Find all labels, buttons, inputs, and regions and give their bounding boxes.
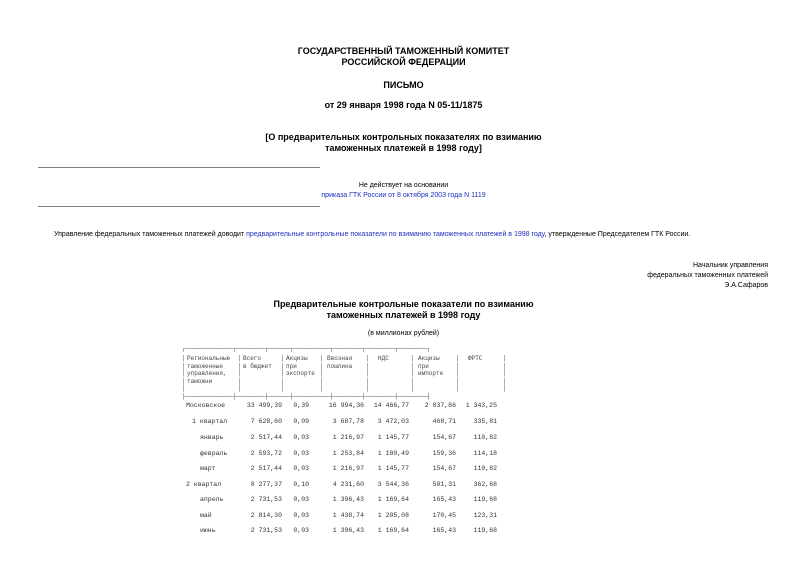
row-value: 2 731,53 [250, 496, 282, 503]
row-value: 2 517,44 [250, 465, 282, 472]
row-value: 165,43 [432, 527, 456, 534]
body-text-link[interactable]: предварительные контрольные показатели по взиманию таможенных платежей в 1998 году [246, 231, 545, 238]
row-value: 0,03 [293, 496, 309, 503]
row-value: 4 231,60 [332, 481, 364, 488]
row-value: 123,31 [473, 512, 497, 519]
column-header-frts: ФРТС [468, 355, 483, 362]
row-value: 0,03 [293, 434, 309, 441]
status-notice-line [0, 191, 807, 200]
row-value: 1 216,97 [332, 434, 364, 441]
body-paragraph [54, 230, 794, 239]
row-value: 501,31 [432, 481, 456, 488]
row-label: июнь [200, 527, 216, 534]
row-label: апрель [200, 496, 224, 503]
row-label: февраль [200, 450, 228, 457]
row-value: 170,45 [432, 512, 456, 519]
row-value: 335,81 [473, 418, 497, 425]
row-value: 0,03 [293, 465, 309, 472]
row-value: 14 466,77 [373, 402, 409, 409]
table-header-divider: │ │ │ │ │ [366, 355, 370, 392]
row-value: 2 517,44 [250, 434, 282, 441]
row-value: 1 169,64 [377, 496, 409, 503]
column-header-import-duty: Ввозная пошлина [327, 355, 353, 370]
row-value: 0,03 [293, 450, 309, 457]
table-row [182, 450, 512, 458]
doc-subject-line2: таможенных платежей в 1998 году] [325, 143, 482, 153]
table-row [182, 434, 512, 442]
column-header-export-excise: Акцизы при экспорте [286, 355, 315, 377]
doc-subject-line1: [О предварительных контрольных показателях по взиманию [265, 132, 542, 142]
row-value: 1 343,25 [465, 402, 497, 409]
column-header-total: Всего в бюджет [243, 355, 272, 370]
row-value: 1 145,77 [377, 465, 409, 472]
row-value: 119,68 [473, 527, 497, 534]
table-units: (в миллионах рублей) [367, 330, 440, 337]
row-value: 119,68 [473, 496, 497, 503]
table-row [182, 418, 512, 426]
table-header-divider: │ │ │ │ │ [320, 355, 324, 392]
table-header-divider: │ │ │ │ │ [281, 355, 285, 392]
row-label: 2 квартал [186, 481, 222, 488]
doc-date: от 29 января 1998 года N 05-11/1875 [324, 100, 483, 110]
row-value: 154,67 [432, 434, 456, 441]
row-value: 154,67 [432, 465, 456, 472]
table-row [182, 465, 512, 473]
signature-name: Э.А.Сафаров [724, 282, 768, 289]
org-name-line1: ГОСУДАРСТВЕННЫЙ ТАМОЖЕННЫЙ КОМИТЕТ [297, 46, 510, 56]
row-value: 1 253,84 [332, 450, 364, 457]
doc-type: ПИСЬМО [383, 80, 424, 90]
row-value: 468,71 [432, 418, 456, 425]
row-value: 2 731,53 [250, 527, 282, 534]
table-header-divider: │ │ │ │ │ [238, 355, 242, 392]
table-header-divider: │ │ │ │ │ [456, 355, 460, 392]
row-value: 3 472,03 [377, 418, 409, 425]
table-row [182, 402, 512, 410]
body-text-before: Управление федеральных таможенных платежей доводит [54, 231, 247, 238]
table-header-divider: │ │ │ │ │ [503, 355, 507, 392]
row-value: 1 216,97 [332, 465, 364, 472]
row-value: 1 396,43 [332, 496, 364, 503]
table-header-divider: │ │ │ │ │ [182, 355, 186, 392]
row-value: 1 205,08 [377, 512, 409, 519]
row-value: 16 994,36 [328, 402, 364, 409]
row-label: 1 квартал [192, 418, 228, 425]
body-text-after: , утвержденные Председателем ГТК России. [544, 231, 691, 238]
table-header-divider: │ │ │ │ │ [411, 355, 415, 392]
status-notice-link[interactable]: приказа ГТК России от 8 октября 2003 года N 1119 [321, 192, 486, 199]
signature-line1: Начальник управления [692, 262, 768, 269]
row-value: 33 499,39 [246, 402, 282, 409]
table-row [182, 481, 512, 489]
row-value: 0,39 [293, 402, 309, 409]
table-header-bottom-border: ├─────────────┼────────┼──────┼──────────┼────────┼────────┼────────┤ [182, 393, 431, 400]
table-title-line1: Предварительные контрольные показатели по взиманию [273, 299, 534, 309]
row-value: 110,82 [473, 434, 497, 441]
row-value: 1 145,77 [377, 434, 409, 441]
row-value: 0,03 [293, 527, 309, 534]
table-row [182, 512, 512, 520]
row-value: 0,10 [293, 481, 309, 488]
table-row [182, 527, 512, 535]
table-top-border: ┌─────────────┬────────┬──────┬──────────┬────────┬────────┬────────┐ [182, 345, 431, 352]
row-value: 7 628,60 [250, 418, 282, 425]
row-value: 0,03 [293, 512, 309, 519]
row-value: 3 544,36 [377, 481, 409, 488]
row-value: 165,43 [432, 496, 456, 503]
row-value: 1 438,74 [332, 512, 364, 519]
org-name-line2: РОССИЙСКОЙ ФЕДЕРАЦИИ [341, 57, 466, 67]
status-notice-text: Не действует на основании [358, 182, 449, 189]
row-value: 2 593,72 [250, 450, 282, 457]
row-value: 1 396,43 [332, 527, 364, 534]
row-value: 0,09 [293, 418, 309, 425]
table-row [182, 496, 512, 504]
row-value: 159,36 [432, 450, 456, 457]
row-value: 114,18 [473, 450, 497, 457]
row-value: 362,68 [473, 481, 497, 488]
row-label: Московское [186, 402, 226, 409]
row-value: 2 037,86 [424, 402, 456, 409]
row-label: май [200, 512, 212, 519]
column-header-import-excise: Акцизы при импорте [418, 355, 444, 377]
row-value: 1 169,64 [377, 527, 409, 534]
table-title-line2: таможенных платежей в 1998 году [326, 310, 481, 320]
signature-line2: федеральных таможенных платежей [647, 272, 768, 279]
row-value: 110,82 [473, 465, 497, 472]
column-header-region: Региональные таможенные управления, таможни [187, 355, 231, 385]
row-value: 8 277,37 [250, 481, 282, 488]
row-label: март [200, 465, 216, 472]
column-header-vat: НДС [378, 355, 389, 362]
divider-bottom [38, 206, 320, 207]
row-value: 1 180,49 [377, 450, 409, 457]
divider-top [38, 167, 320, 168]
row-value: 3 687,78 [332, 418, 364, 425]
row-label: январь [200, 434, 224, 441]
row-value: 2 814,30 [250, 512, 282, 519]
